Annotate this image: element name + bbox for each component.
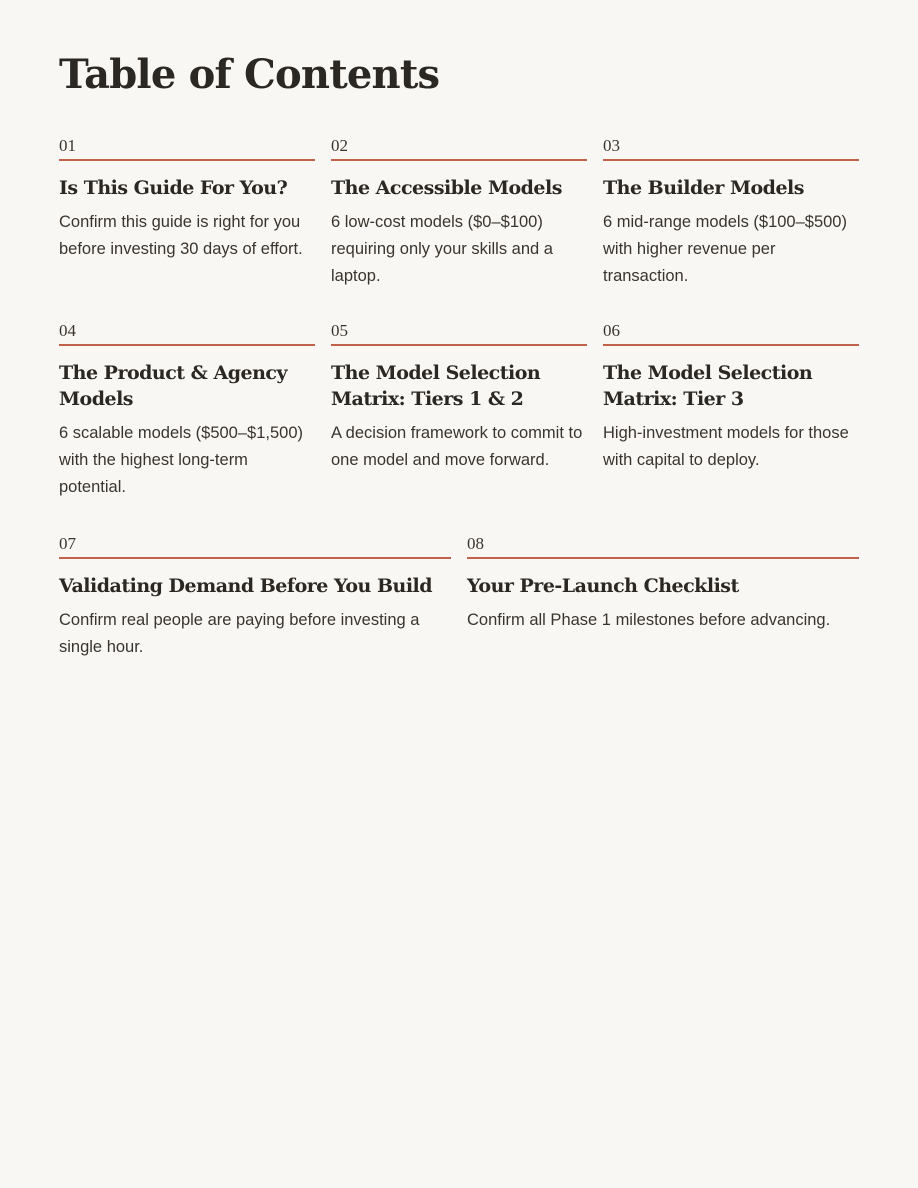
entry-number: 06 [603, 321, 620, 340]
entry-description: Confirm all Phase 1 milestones before advancing. [467, 611, 831, 629]
entry-description: High-investment models for those with capital to deploy. [603, 424, 849, 469]
entry-divider [467, 557, 859, 559]
entry-number: 07 [59, 534, 76, 553]
toc-entry-02[interactable] [331, 137, 587, 290]
entry-description: 6 mid-range models ($100–$500) with higher revenue per transaction. [603, 213, 847, 285]
toc-entry-07[interactable] [59, 535, 451, 661]
entry-description: Confirm this guide is right for you before investing 30 days of effort. [59, 213, 303, 258]
entry-divider [59, 557, 451, 559]
entry-number: 04 [59, 321, 76, 340]
toc-entry-06[interactable] [603, 322, 859, 474]
entry-divider [603, 159, 859, 161]
entry-number: 02 [331, 136, 348, 155]
entry-divider [603, 344, 859, 346]
entry-description: 6 scalable models ($500–$1,500) with the highest long-term potential. [59, 424, 303, 496]
entry-divider [331, 344, 587, 346]
entry-title: The Product & Agency Models [59, 362, 287, 410]
toc-entry-05[interactable] [331, 322, 587, 474]
entry-title: Validating Demand Before You Build [59, 575, 433, 597]
entry-number: 03 [603, 136, 620, 155]
entry-description: 6 low-cost models ($0–$100) requiring only your skills and a laptop. [331, 213, 553, 285]
entry-title: The Builder Models [603, 177, 804, 199]
page-title: Table of Contents [59, 51, 440, 98]
toc-entry-03[interactable] [603, 137, 859, 290]
entry-number: 05 [331, 321, 348, 340]
toc-entry-01[interactable] [59, 137, 315, 263]
entry-number: 08 [467, 534, 484, 553]
entry-title: The Model Selection Matrix: Tier 3 [603, 362, 813, 410]
entry-divider [59, 344, 315, 346]
entry-description: A decision framework to commit to one model and move forward. [331, 424, 583, 469]
toc-entry-08[interactable] [467, 535, 859, 634]
entry-divider [331, 159, 587, 161]
entry-title: Is This Guide For You? [59, 177, 288, 199]
entry-title: The Model Selection Matrix: Tiers 1 & 2 [331, 362, 541, 410]
entry-divider [59, 159, 315, 161]
entry-title: The Accessible Models [331, 177, 562, 199]
entry-number: 01 [59, 136, 76, 155]
entry-description: Confirm real people are paying before investing a single hour. [59, 611, 420, 656]
toc-entry-04[interactable] [59, 322, 315, 501]
entry-title: Your Pre-Launch Checklist [467, 575, 739, 597]
